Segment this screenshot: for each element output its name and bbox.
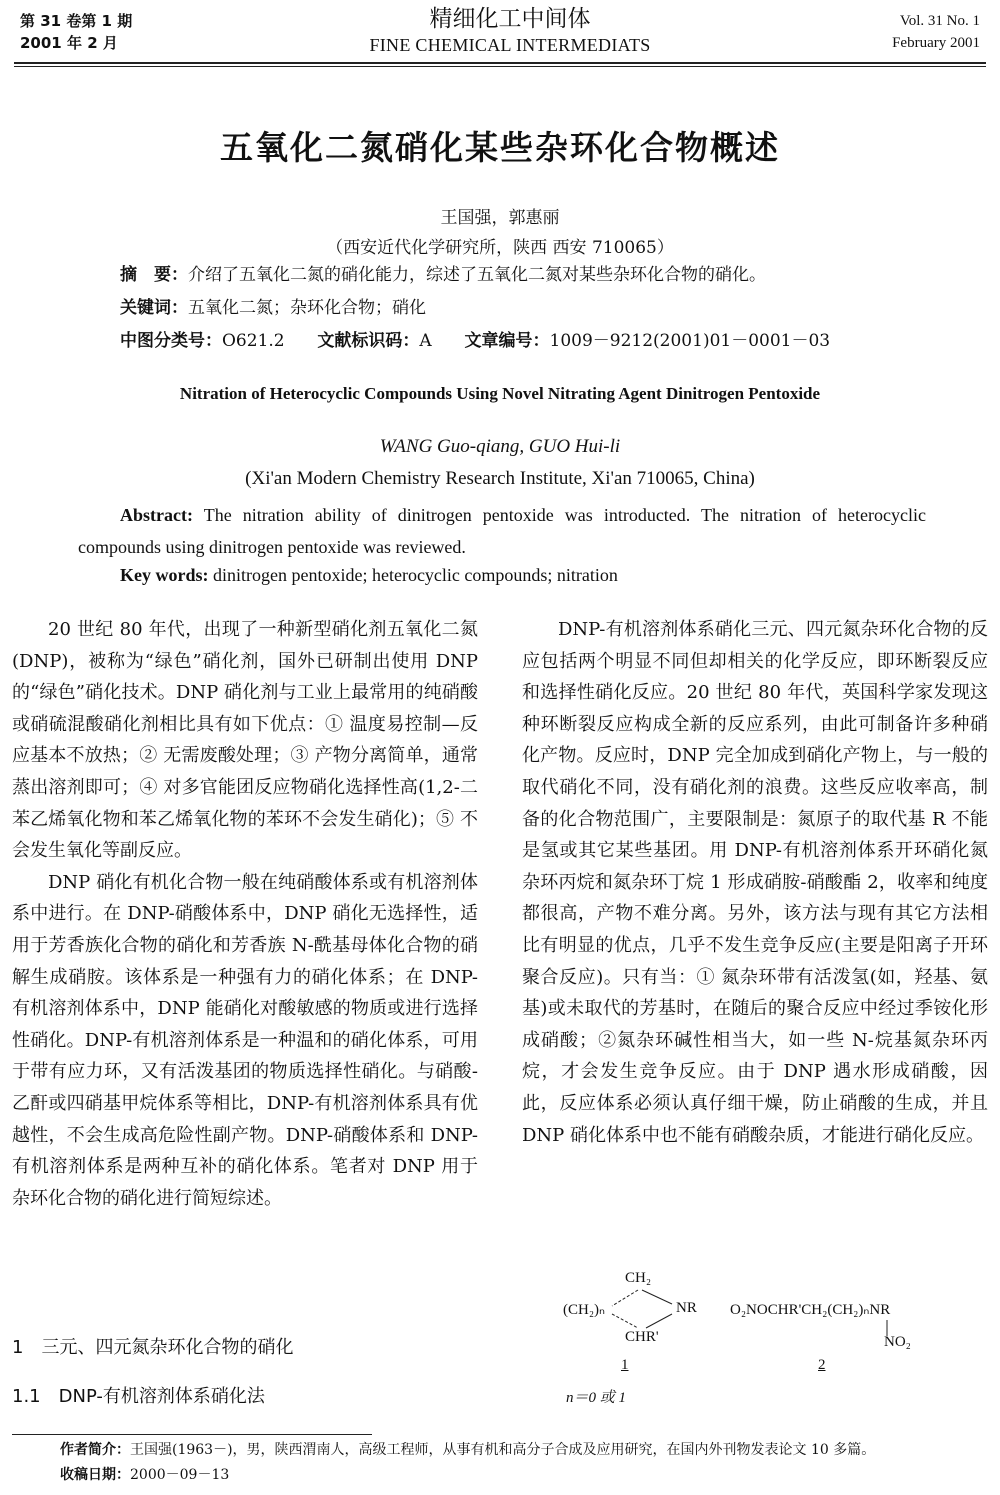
author-bio-text: 王国强(1963－)，男，陕西渭南人，高级工程师，从事有机和高分子合成及应用研究，在国内外刊物发表论文 10 多篇。 [130,1442,876,1458]
chr-label: CHR' [625,1329,659,1345]
body-right-column [522,614,988,1151]
abstract-en-label: Abstract: [120,505,193,525]
article-no-label: 文章编号： [464,331,550,351]
volume-cn: 第 31 卷第 1 期 [20,12,133,30]
author-bio-label: 作者简介： [60,1442,130,1458]
body-paragraph: DNP 硝化有机化合物一般在纯硝酸体系或有机溶剂体系中进行。在 DNP-硝酸体系中，DNP 硝化无选择性，适用于芳香族化合物的硝化和芳香族 N-酰基母体化合物的硝解生成硝胺。该体系是一种强有力的硝化体系；在 DNP-有机溶剂体系中，DNP 能硝化对酸敏感的物质或进行选择性硝化。DNP-有机溶剂体系是一种温和的硝化体系，可用于带有应力环，又有活泼基团的物质选择性硝化。与硝酸-乙酐或四硝基甲烷体系等相比，DNP-有机溶剂体系具有优越性，不会生成高危险性副产物。DNP-硝酸体系和 DNP-有机溶剂体系是两种互补的硝化体系。笔者对 DNP 用于杂环化合物的硝化进行简短综述。 [12,871,478,1209]
clc-label: 中图分类号： [120,331,222,351]
body-left-column [12,614,478,1214]
keywords-en-text: dinitrogen pentoxide; heterocyclic compounds; nitration [213,565,618,585]
date-cn: 2001 年 2 月 [20,34,118,52]
authors-cn: 王国强，郭惠丽 [440,208,560,228]
keywords-cn-label: 关键词： [120,298,188,318]
article-title-en: Nitration of Heterocyclic Compounds Using Novel Nitrating Agent Dinitrogen Pentoxide [179,384,821,403]
classification-line [120,330,830,352]
doc-code-value: A [419,331,432,351]
section-heading-1-1: 1.1 DNP-有机溶剂体系硝化法 [12,1386,265,1407]
journal-name-cn: 精细化工中间体 [429,6,591,32]
ring-bonds [600,1284,680,1334]
section-heading-1: 1 三元、四元氮杂环化合物的硝化 [12,1337,294,1358]
keywords-cn [120,297,426,319]
header-volume-en [892,10,980,54]
affiliation-en: (Xi'an Modern Chemistry Research Institute, Xi'an 710065, China) [245,468,755,489]
keywords-cn-text: 五氧化二氮；杂环化合物；硝化 [188,298,426,318]
no2-label: NO₂ [884,1334,911,1350]
header-rule [14,62,986,64]
header-rule-thin [14,66,986,67]
keywords-en [120,565,618,586]
body-paragraph: 20 世纪 80 年代，出现了一种新型硝化剂五氧化二氮(DNP)，被称为“绿色”硝化剂，国外已研制出使用 DNP 的“绿色”硝化技术。DNP 硝化剂与工业上最常用的纯硝酸或硝硫混酸硝化剂相比具有如下优点：① 温度易控制—反应基本不放热；② 无需废酸处理；③ 产物分离简单，通常蒸出溶剂即可；④ 对多官能团反应物硝化选择性高(1,2-二苯乙烯氧化物和苯乙烯氧化物的苯环不会发生硝化)；⑤ 不会发生氧化等副反应。 [12,619,478,862]
abstract-cn-label: 摘 要： [120,265,188,285]
journal-name-en: FINE CHEMICAL INTERMEDIATS [369,35,651,55]
nr-label: NR [676,1300,697,1316]
keywords-en-label: Key words: [120,565,209,585]
compound-2-label: 2 [818,1357,826,1373]
ch2-top-label: CH₂ [625,1270,652,1286]
journal-name [300,4,720,56]
received-label: 收稿日期： [60,1467,130,1483]
abstract-cn-text: 介绍了五氧化二氮的硝化能力，综述了五氧化二氮对某些杂环化合物的硝化。 [188,265,766,285]
abstract-cn [120,264,766,286]
volume-en: Vol. 31 No. 1 [899,13,980,29]
received-value: 2000－09－13 [130,1467,230,1483]
date-en: February 2001 [892,35,980,51]
author-bio [60,1438,875,1462]
ch2n-label: (CH₂)ₙ [563,1302,606,1318]
doc-code-label: 文献标识码： [317,331,420,351]
received-date [60,1463,229,1487]
article-no-value: 1009－9212(2001)01－0001－03 [549,331,831,351]
body-paragraph: DNP-有机溶剂体系硝化三元、四元氮杂环化合物的反应包括两个明显不同但却相关的化学反应，即环断裂反应和选择性硝化反应。20 世纪 80 年代，英国科学家发现这种环断裂反应构成全新的反应系列，由此可制备许多种硝化产物。反应时，DNP 完全加成到硝化产物上，与一般的取代硝化不同，没有硝化剂的浪费。这些反应收率高，制备的化合物范围广，主要限制是：氮原子的取代基 R 不能是氢或其它某些基团。用 DNP-有机溶剂体系开环硝化氮杂环丙烷和氮杂环丁烷 1 形成硝胺-硝酸酯 2，收率和纯度都很高，产物不难分离。另外，该方法与现有其它方法相比有明显的优点，几乎不发生竞争反应(主要是阳离子开环聚合反应)。只有当：① 氮杂环带有活泼氢(如，羟基、氨基)或未取代的芳基时，在随后的聚合反应中经过季铵化形成硝酸；②氮杂环碱性相当大，如一些 N-烷基氮杂环丙烷，才会发生竞争反应。由于 DNP 遇水形成硝酸，因此，反应体系必须认真仔细干燥，防止硝酸的生成，并且 DNP 硝化体系中也不能有硝酸杂质，才能进行硝化反应。 [522,619,988,1146]
affiliation-cn: （西安近代化学研究所，陕西 西安 710065） [326,238,674,258]
abstract-en [78,499,926,563]
article-title-cn: 五氧化二氮硝化某些杂环化合物概述 [220,128,780,167]
clc-value: O621.2 [222,331,285,351]
compound-2-formula: O₂NOCHR'CH₂(CH₂)ₙNR [730,1302,891,1318]
compound-1-label: 1 [621,1357,629,1373]
header-volume-cn [20,10,132,54]
authors-en: WANG Guo-qiang, GUO Hui-li [379,436,621,457]
n-note: n＝0 或 1 [566,1390,627,1406]
abstract-en-text: The nitration ability of dinitrogen pentoxide was introducted. The nitration of heterocyclic compounds using dinitrogen pentoxide was reviewed. [78,505,926,557]
footnote-rule [12,1434,372,1435]
